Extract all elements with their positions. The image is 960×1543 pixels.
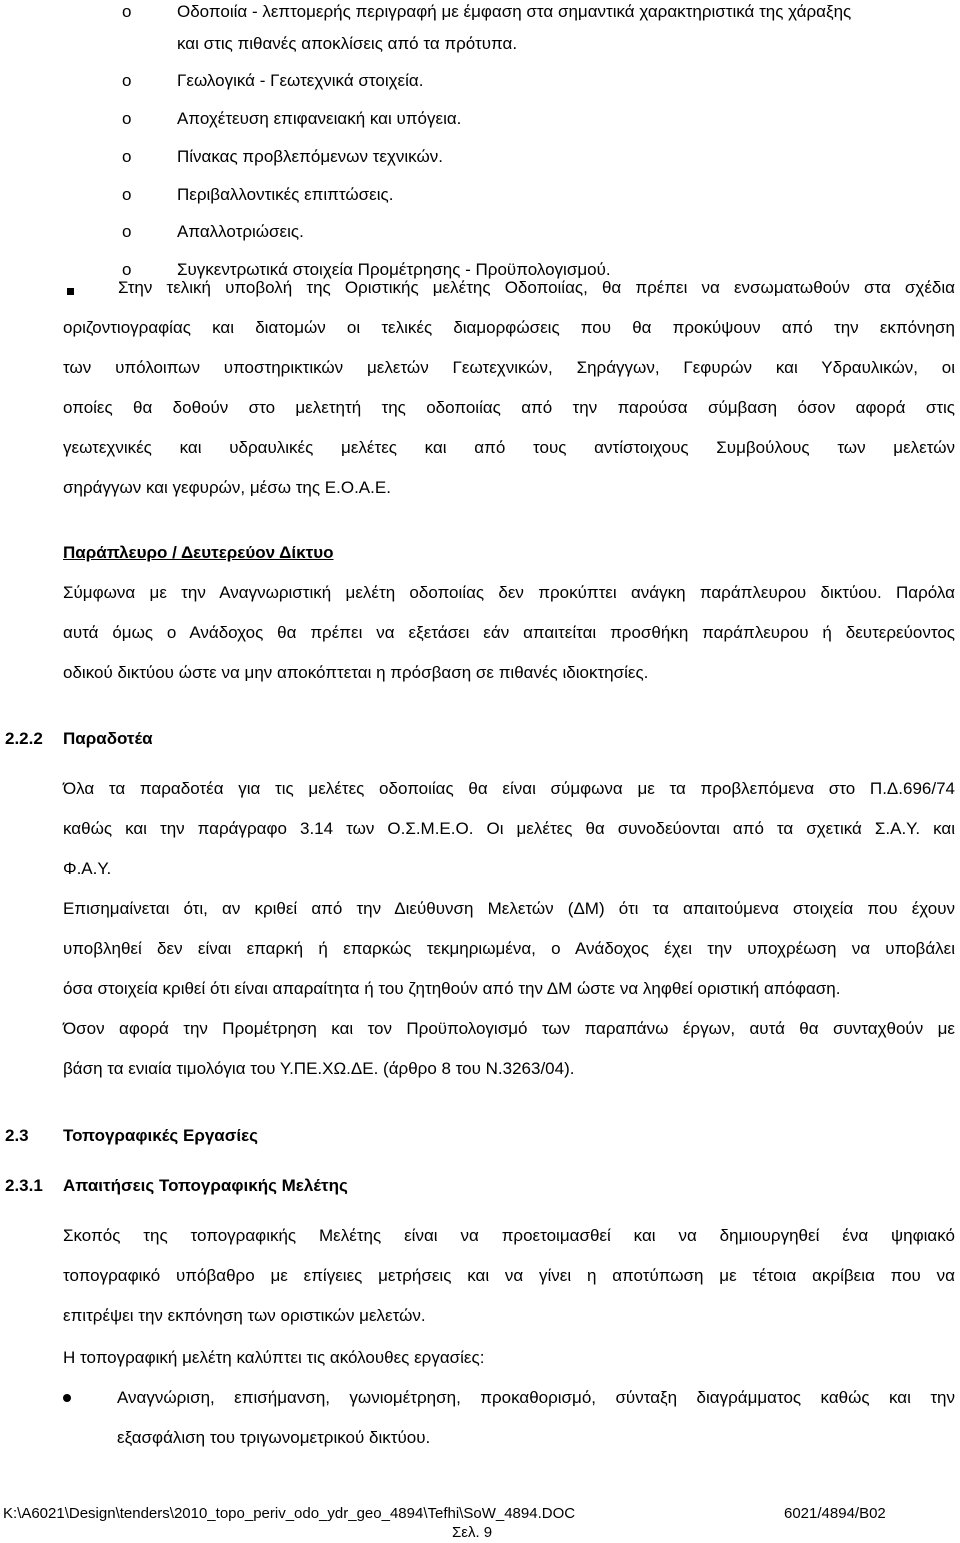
paragraph-line: Σκοπός της τοπογραφικής Μελέτης είναι να προετοιμασθεί και να δημιουργηθεί ένα ψηφιακό — [63, 1226, 955, 1245]
paragraph-line: γεωτεχνικές και υδραυλικές μελέτες και από τους αντίστοιχους Συμβούλους των μελετών — [63, 438, 955, 457]
paragraph-line: οποίες θα δοθούν στο μελετητή της οδοποιίας από την παρούσα σύμβαση όσον αφορά στις — [63, 398, 955, 417]
paragraph-line: των υπόλοιπων υποστηρικτικών μελετών Γεωτεχνικών, Σηράγγων, Γεφυρών και Υδραυλικών, οι — [63, 358, 955, 377]
paragraph-line: Επισημαίνεται ότι, αν κριθεί από την Διεύθυνση Μελετών (ΔΜ) ότι τα απαιτούμενα στοιχεία που έχουν — [63, 899, 955, 918]
sub-bullet-line: Γεωλογικά - Γεωτεχνικά στοιχεία. — [177, 71, 424, 90]
bullet-line: Αναγνώριση, επισήμανση, γωνιομέτρηση, προκαθορισμό, σύνταξη διαγράμματος καθώς και την — [117, 1388, 955, 1407]
paragraph-line: οδικού δικτύου ώστε να μην αποκόπτεται η πρόσβαση σε πιθανές ιδιοκτησίες. — [63, 663, 649, 682]
footer-document-code: 6021/4894/B02 — [784, 1505, 886, 1522]
section-number: 2.3 — [5, 1126, 29, 1145]
footer-page-number: Σελ. 9 — [452, 1524, 493, 1541]
sub-bullet-line: Συγκεντρωτικά στοιχεία Προμέτρησης - Προϋπολογισμού. — [177, 260, 611, 279]
sub-bullet-line: Οδοποιία - λεπτομερής περιγραφή με έμφαση στα σημαντικά χαρακτηριστικά της χάραξης — [177, 2, 852, 21]
paragraph-line: Όλα τα παραδοτέα για τις μελέτες οδοποιίας θα είναι σύμφωνα με τα προβλεπόμενα στο Π.Δ.696/74 — [63, 779, 955, 798]
paragraph-line: όσα στοιχεία κριθεί ότι είναι απαραίτητα ή του ζητηθούν από την ΔΜ ώστε να ληφθεί οριστική απόφαση. — [63, 979, 841, 998]
sub-bullet-line: και στις πιθανές αποκλίσεις από τα πρότυπα. — [177, 34, 518, 53]
sub-bullet-line: Περιβαλλοντικές επιπτώσεις. — [177, 185, 394, 204]
paragraph-line: υποβληθεί δεν είναι επαρκή ή επαρκώς τεκμηριωμένα, ο Ανάδοχος έχει την υποχρέωση να υποβάλει — [63, 939, 955, 958]
sub-bullet-marker: o — [122, 260, 132, 279]
sub-bullet-marker: o — [122, 71, 132, 90]
section-heading-parallel-network: Παράπλευρο / Δευτερεύον Δίκτυο — [63, 543, 334, 562]
paragraph-line: οριζοντιογραφίας και διατομών οι τελικές διαμορφώσεις που θα προκύψουν από την εκπόνηση — [63, 318, 955, 337]
section-number: 2.3.1 — [5, 1176, 43, 1195]
sub-bullet-line: Απαλλοτριώσεις. — [177, 222, 304, 241]
paragraph-line: σηράγγων και γεφυρών, μέσω της Ε.Ο.Α.Ε. — [63, 478, 391, 497]
bullet-line: εξασφάλιση του τριγωνομετρικού δικτύου. — [117, 1428, 431, 1447]
paragraph-line: αυτά όμως ο Ανάδοχος θα πρέπει να εξετάσει εάν απαιτείται προσθήκη παράπλευρου ή δευτερεύοντος — [63, 623, 955, 642]
square-bullet-icon — [67, 288, 74, 295]
paragraph-line: Σύμφωνα με την Αναγνωριστική μελέτη οδοποιίας δεν προκύπτει ανάγκη παράπλευρου δικτύου. Παρόλα — [63, 583, 955, 602]
section-title: Τοπογραφικές Εργασίες — [63, 1126, 259, 1145]
sub-bullet-line: Αποχέτευση επιφανειακή και υπόγεια. — [177, 109, 462, 128]
sub-bullet-line: Πίνακας προβλεπόμενων τεχνικών. — [177, 147, 443, 166]
paragraph-line: καθώς και την παράγραφο 3.14 των Ο.Σ.Μ.Ε.Ο. Οι μελέτες θα συνοδεύονται από τα σχετικά Σ.Α.Υ. και — [63, 819, 955, 838]
bullet-dot-icon — [63, 1394, 71, 1402]
paragraph-line: Όσον αφορά την Προμέτρηση και τον Προϋπολογισμό των παραπάνω έργων, αυτά θα συνταχθούν με — [63, 1019, 955, 1038]
sub-bullet-marker: o — [122, 185, 132, 204]
footer-file-path: K:\A6021\Design\tenders\2010_topo_periv_odo_ydr_geo_4894\Tefhi\SoW_4894.DOC — [3, 1505, 576, 1522]
paragraph-line: Η τοπογραφική μελέτη καλύπτει τις ακόλουθες εργασίες: — [63, 1348, 485, 1367]
paragraph-line: Φ.Α.Υ. — [63, 859, 112, 878]
sub-bullet-marker: o — [122, 147, 132, 166]
section-title: Απαιτήσεις Τοπογραφικής Μελέτης — [63, 1176, 348, 1195]
sub-bullet-marker: o — [122, 222, 132, 241]
sub-bullet-marker: o — [122, 109, 132, 128]
paragraph-line: τοπογραφικό υπόβαθρο με επίγειες μετρήσεις και να γίνει η αποτύπωση με τέτοια ακρίβεια που να — [63, 1266, 955, 1285]
section-number: 2.2.2 — [5, 729, 43, 748]
paragraph-line: επιτρέψει την εκπόνηση των οριστικών μελετών. — [63, 1306, 426, 1325]
section-title: Παραδοτέα — [63, 729, 153, 748]
sub-bullet-marker: o — [122, 2, 132, 21]
paragraph-line: βάση τα ενιαία τιμολόγια του Υ.ΠΕ.ΧΩ.ΔΕ. (άρθρο 8 του Ν.3263/04). — [63, 1059, 575, 1078]
paragraph-line: Στην τελική υποβολή της Οριστικής μελέτης Οδοποιίας, θα πρέπει να ενσωματωθούν στα σχέδια — [118, 278, 955, 297]
